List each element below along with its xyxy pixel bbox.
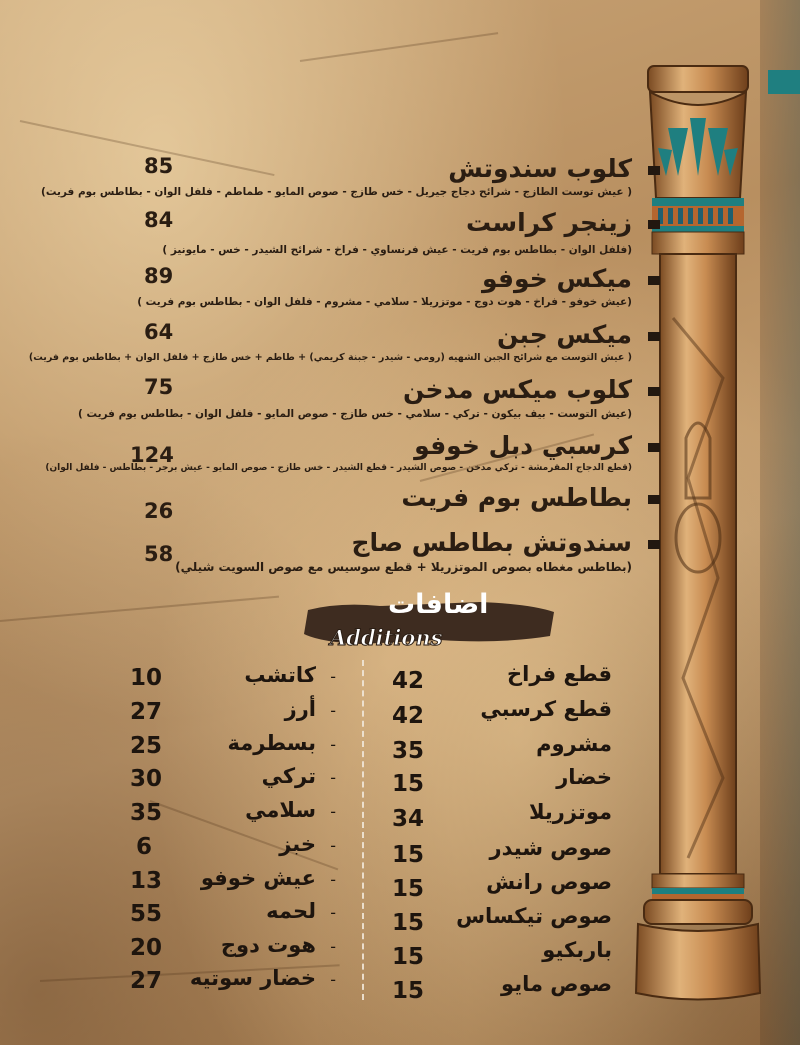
teal-decoration <box>768 70 800 94</box>
addition-price: 13 <box>130 868 163 894</box>
addition-row <box>378 697 612 729</box>
addition-price: 15 <box>392 876 425 902</box>
menu-item-price: 75 <box>144 375 174 399</box>
bullet-icon <box>648 495 660 504</box>
dash-separator: - <box>330 735 336 754</box>
menu-item <box>28 320 660 368</box>
dash-separator: - <box>330 836 336 855</box>
addition-price: 34 <box>392 806 425 832</box>
addition-row <box>128 933 340 965</box>
additions-title: اضافات <box>388 589 489 620</box>
addition-name: هوت دوج <box>220 933 316 957</box>
addition-price: 10 <box>130 665 163 691</box>
addition-row <box>128 866 340 898</box>
menu-item-price: 58 <box>144 542 174 566</box>
menu-item-description: ( عيش التوست مع شرائح الجبن الشهيه (رومي - شيدر - جبنة كريمي) + طاطم + خس طازج + فلفل الوان + بطاطس بوم فريت) <box>28 352 632 363</box>
addition-row <box>378 836 612 868</box>
addition-row <box>378 765 612 797</box>
menu-item-price: 84 <box>144 208 174 232</box>
menu-item-description: (قطع الدجاج المقرمشة - تركي مدخن - صوص الشيدر - قطع الشيدر - خس طازج - صوص المايو - عيش برجر - بطاطس - فلفل الوان) <box>45 463 632 473</box>
dash-separator: - <box>330 802 336 821</box>
addition-name: بسطرمة <box>227 731 316 755</box>
addition-name: سلامي <box>245 798 316 822</box>
addition-name: كاتشب <box>244 663 316 687</box>
addition-price: 15 <box>392 842 425 868</box>
menu-item-price: 85 <box>144 154 174 178</box>
addition-price: 20 <box>130 935 163 961</box>
bullet-icon <box>648 387 660 396</box>
addition-price: 35 <box>392 738 425 764</box>
menu-item <box>100 528 660 578</box>
additions-subtitle: Additions <box>330 625 443 650</box>
menu-item-description: (بطاطس مغطاه بصوص الموتزريلا + قطع سوسيس مع صوص السويت شيلي) <box>175 560 632 574</box>
menu-item-name: ميكس خوفو <box>482 264 632 293</box>
menu-item <box>41 154 660 202</box>
addition-name: باربكيو <box>542 938 612 962</box>
addition-name: خضار سوتيه <box>189 966 316 990</box>
dash-separator: - <box>330 667 336 686</box>
menu-item-description: (فلفل الوان - بطاطس بوم فريت - عيش فرنساوي - فراخ - شرائح الشيدر - خس - مايونيز ) <box>162 244 632 256</box>
addition-price: 15 <box>392 910 425 936</box>
menu-item-price: 89 <box>144 264 174 288</box>
addition-price: 55 <box>130 901 163 927</box>
bullet-icon <box>648 540 660 549</box>
addition-name: خبز <box>279 832 316 856</box>
addition-price: 15 <box>392 771 425 797</box>
menu-item-price: 64 <box>144 320 174 344</box>
dash-separator: - <box>330 903 336 922</box>
addition-row <box>128 663 340 695</box>
menu-item-price: 26 <box>144 499 174 523</box>
addition-row <box>378 732 612 764</box>
addition-row <box>128 798 340 830</box>
menu-item <box>78 375 660 423</box>
menu-item-description: (عيش خوفو - فراخ - هوت دوج - موتزريلا - سلامي - مشروم - فلفل الوان - بطاطس بوم فريت ) <box>137 296 632 308</box>
addition-row <box>378 938 612 970</box>
addition-row <box>128 899 340 931</box>
addition-price: 27 <box>130 699 163 725</box>
addition-name: لحمه <box>266 899 316 923</box>
dash-separator: - <box>330 701 336 720</box>
addition-row <box>128 966 340 998</box>
bullet-icon <box>648 220 660 229</box>
addition-price: 42 <box>392 703 425 729</box>
dash-separator: - <box>330 937 336 956</box>
addition-name: قطع كرسبي <box>480 697 612 721</box>
addition-name: صوص رانش <box>486 870 612 894</box>
addition-name: عيش خوفو <box>200 866 316 890</box>
menu-item-name: كلوب سندوتش <box>448 154 632 183</box>
menu-item <box>45 431 660 479</box>
addition-name: صوص مايو <box>501 972 612 996</box>
addition-price: 25 <box>130 733 163 759</box>
addition-row <box>378 800 612 832</box>
menu-item <box>100 208 660 258</box>
addition-row <box>128 764 340 796</box>
addition-price: 42 <box>392 668 425 694</box>
addition-price: 15 <box>392 978 425 1004</box>
addition-name: صوص تيكساس <box>456 904 612 928</box>
addition-row <box>378 904 612 936</box>
dash-separator: - <box>330 970 336 989</box>
addition-row <box>378 662 612 694</box>
addition-row <box>128 832 340 864</box>
menu-item-name: سندوتش بطاطس صاج <box>351 528 632 557</box>
menu-item <box>100 483 660 527</box>
bullet-icon <box>648 166 660 175</box>
menu-item-description: ( عيش توست الطازج - شرائح دجاج جيريل - خس طازج - صوص المايو - طماطم - فلفل الوان - بطاطس بوم فريت) <box>41 186 632 198</box>
bullet-icon <box>648 332 660 341</box>
menu-item-price: 124 <box>130 443 174 467</box>
addition-price: 27 <box>130 968 163 994</box>
menu-item-name: زينجر كراست <box>466 208 632 237</box>
dash-separator: - <box>330 870 336 889</box>
addition-price: 35 <box>130 800 163 826</box>
addition-name: قطع فراخ <box>506 662 612 686</box>
bullet-icon <box>648 443 660 452</box>
addition-name: تركي <box>261 764 316 788</box>
bullet-icon <box>648 276 660 285</box>
addition-row <box>378 972 612 1004</box>
addition-price: 15 <box>392 944 425 970</box>
addition-row <box>378 870 612 902</box>
column-divider <box>362 660 364 1000</box>
menu-item-name: كلوب ميكس مدخن <box>403 375 632 404</box>
dash-separator: - <box>330 768 336 787</box>
menu-item <box>100 264 660 312</box>
addition-row <box>128 697 340 729</box>
menu-item-description: (عيش التوست - بيف بيكون - تركي - سلامي - خس طازج - صوص المايو - فلفل الوان - بطاطس بوم فريت ) <box>78 408 632 420</box>
addition-price: 6 <box>136 834 153 860</box>
addition-name: أرز <box>284 697 316 721</box>
addition-name: خضار <box>556 765 612 789</box>
menu-item-name: كرسبي دبل خوفو <box>414 431 632 460</box>
menu-item-name: ميكس جبن <box>497 320 632 349</box>
addition-price: 30 <box>130 766 163 792</box>
addition-name: مشروم <box>536 732 612 756</box>
menu-item-name: بطاطس بوم فريت <box>401 483 632 512</box>
addition-row <box>128 731 340 763</box>
addition-name: موتزريلا <box>528 800 612 824</box>
addition-name: صوص شيدر <box>489 836 612 860</box>
